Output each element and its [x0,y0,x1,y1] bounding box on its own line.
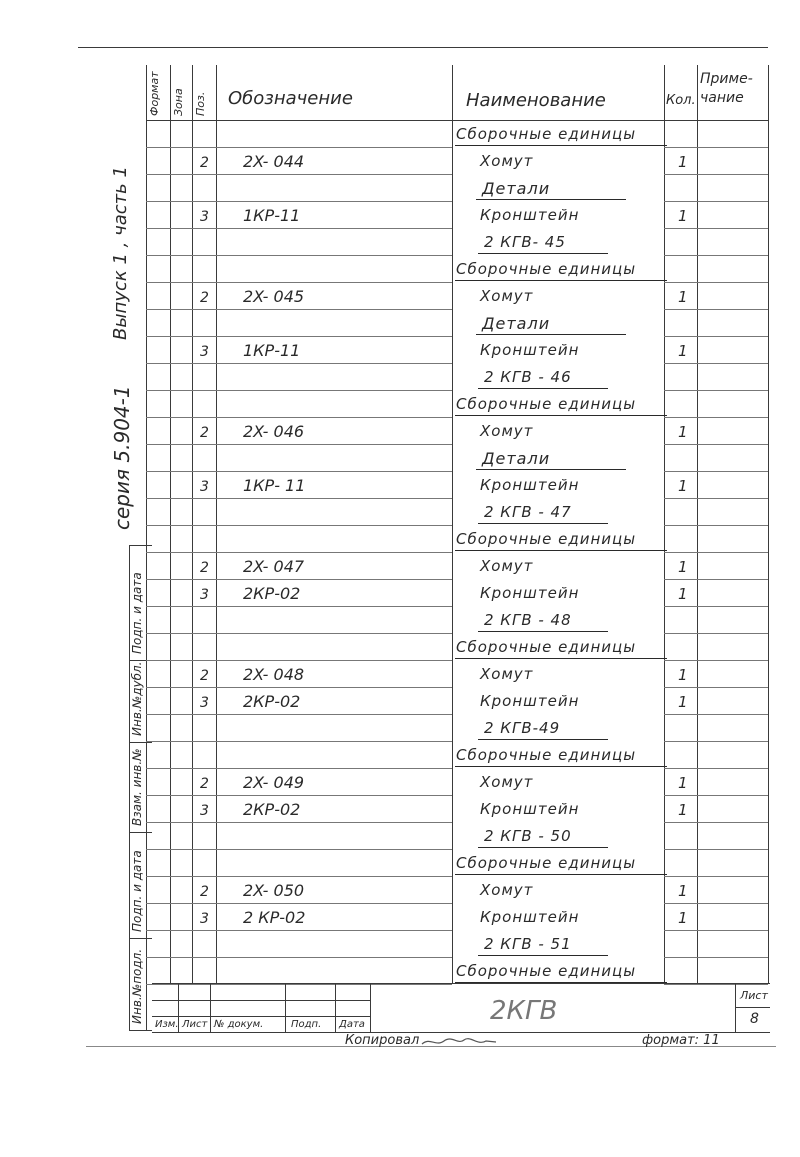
row-line [146,336,452,337]
side-stamp-label: Инв.№подл. [130,948,144,1024]
row-position: 2 [200,884,209,900]
row-underline [476,469,626,470]
row-line [146,660,452,661]
row-line [664,282,768,283]
row-line [664,552,768,553]
row-designation: 2X- 049 [243,773,305,792]
row-position: 2 [200,560,209,576]
row-position: 3 [200,695,209,711]
row-name: Сборочные единицы [456,125,637,143]
row-designation: 2КР-02 [243,692,301,711]
row-line [146,228,452,229]
row-underline [478,955,608,956]
row-designation: 2КР-02 [243,800,301,819]
row-underline [478,388,608,389]
header-format: Формат [148,71,161,116]
row-quantity: 1 [678,801,688,819]
row-line [146,795,452,796]
row-designation: 2X- 044 [243,152,305,171]
row-quantity: 1 [678,558,688,576]
row-line [146,606,452,607]
header-designation: Обозначение [228,88,353,109]
side-stamp-divider [129,1030,152,1031]
row-line [146,903,452,904]
row-name: Хомут [480,665,534,683]
row-line [146,849,452,850]
table-col-line [452,65,453,984]
row-line [664,579,768,580]
frame-top-line [78,47,768,48]
row-designation: 2X- 045 [243,287,305,306]
sheet-label: Лист [740,989,768,1002]
row-line [664,201,768,202]
header-qty: Кол. [666,93,696,108]
row-name: 2 КГВ - 51 [484,935,572,953]
side-stamp-divider [129,938,152,939]
row-line [146,498,452,499]
header-zone: Зона [172,88,185,116]
row-name: Сборочные единицы [456,638,637,656]
row-name: Детали [482,179,551,198]
row-line [664,687,768,688]
row-designation: 2X- 046 [243,422,305,441]
row-line [146,417,452,418]
row-line [146,579,452,580]
row-line [146,282,452,283]
row-quantity: 1 [678,423,688,441]
header-name: Наименование [466,90,606,111]
header-line [146,120,768,121]
title-col-sheet: Лист [182,1019,208,1030]
row-name: Сборочные единицы [456,962,637,980]
row-designation: 2 КР-02 [243,908,306,927]
row-designation: 2X- 050 [243,881,305,900]
row-line [664,147,768,148]
row-line [664,444,768,445]
row-line [664,633,768,634]
copier-signature [420,1034,500,1048]
row-underline [455,280,667,281]
row-name: Хомут [480,287,534,305]
row-quantity: 1 [678,882,688,900]
row-name: 2 КГВ- 45 [484,233,566,251]
row-underline [455,415,667,416]
title-col-date: Дата [339,1019,365,1030]
side-stamp-divider [129,832,152,833]
row-line [664,255,768,256]
row-position: 2 [200,668,209,684]
margin-series-text: серия 5.904-1 [110,385,134,530]
row-line [146,876,452,877]
row-name: Кронштейн [480,341,580,359]
row-designation: 2КР-02 [243,584,301,603]
row-line [146,444,452,445]
row-line [146,957,452,958]
row-line [664,228,768,229]
row-line [664,741,768,742]
row-position: 3 [200,344,209,360]
row-line [664,471,768,472]
row-underline [478,253,608,254]
row-line [664,903,768,904]
row-name: Кронштейн [480,476,580,494]
row-position: 2 [200,776,209,792]
row-position: 2 [200,155,209,171]
row-line [146,201,452,202]
row-line [664,363,768,364]
side-stamp-label: Взам. инв.№ [130,748,144,826]
row-line [146,984,452,985]
row-line [146,552,452,553]
row-line [664,606,768,607]
row-line [146,390,452,391]
row-name: Хомут [480,773,534,791]
row-quantity: 1 [678,693,688,711]
side-stamp-label: Подп. и дата [130,850,144,932]
row-line [664,309,768,310]
row-line [146,174,452,175]
row-quantity: 1 [678,666,688,684]
row-name: Сборочные единицы [456,395,637,413]
margin-issue-text: Выпуск 1 , часть 1 [110,166,131,340]
row-underline [478,739,608,740]
row-line [146,687,452,688]
row-underline [455,658,667,659]
row-line [664,876,768,877]
side-stamp-label: Подп. и дата [130,572,144,654]
row-name: 2 КГВ-49 [484,719,561,737]
row-position: 3 [200,479,209,495]
title-col-doc: № докум. [214,1019,264,1030]
row-position: 3 [200,803,209,819]
header-pos: Поз. [194,91,207,116]
row-underline [455,874,667,875]
row-line [664,957,768,958]
row-quantity: 1 [678,585,688,603]
row-line [664,849,768,850]
row-line [664,525,768,526]
side-stamp-divider [129,742,152,743]
row-underline [478,847,608,848]
footer-copied: Копировал [345,1033,420,1048]
row-line [146,930,452,931]
table-col-line [768,65,769,984]
row-line [146,714,452,715]
side-stamp-divider [129,545,152,546]
row-name: Кронштейн [480,692,580,710]
row-name: Сборочные единицы [456,530,637,548]
row-line [146,822,452,823]
row-designation: 1КР- 11 [243,476,306,495]
row-underline [455,766,667,767]
row-underline [455,550,667,551]
row-designation: 2X- 047 [243,557,305,576]
row-position: 3 [200,911,209,927]
row-line [146,255,452,256]
header-note-1: Приме- [700,71,753,87]
row-designation: 2X- 048 [243,665,305,684]
row-quantity: 1 [678,153,688,171]
row-line [664,795,768,796]
row-line [664,930,768,931]
row-line [664,390,768,391]
row-name: Хомут [480,881,534,899]
side-stamp-label: Инв.№дубл. [130,661,144,736]
row-line [146,768,452,769]
row-name: 2 КГВ - 48 [484,611,572,629]
row-position: 2 [200,425,209,441]
row-line [664,660,768,661]
row-line [664,498,768,499]
row-line [146,471,452,472]
row-line [146,147,452,148]
document-code: 2КГВ [490,996,558,1026]
row-line [146,741,452,742]
row-name: 2 КГВ - 50 [484,827,572,845]
row-line [664,174,768,175]
row-underline [476,334,626,335]
row-line [664,768,768,769]
row-quantity: 1 [678,477,688,495]
row-quantity: 1 [678,207,688,225]
footer-format: формат: 11 [642,1033,720,1048]
row-name: 2 КГВ - 46 [484,368,572,386]
row-name: Кронштейн [480,584,580,602]
row-name: Сборочные единицы [456,854,637,872]
row-line [146,633,452,634]
row-name: Сборочные единицы [456,260,637,278]
row-name: Кронштейн [480,908,580,926]
row-line [146,309,452,310]
row-line [146,363,452,364]
row-line [664,714,768,715]
title-col-sign: Подп. [291,1019,322,1030]
row-line [664,417,768,418]
row-name: Кронштейн [480,206,580,224]
row-line [146,525,452,526]
row-designation: 1КР-11 [243,206,301,225]
row-line [664,822,768,823]
row-name: Сборочные единицы [456,746,637,764]
row-name: Хомут [480,422,534,440]
row-underline [478,523,608,524]
row-quantity: 1 [678,288,688,306]
row-line [664,336,768,337]
row-position: 3 [200,209,209,225]
row-underline [455,145,667,146]
row-name: Кронштейн [480,800,580,818]
row-designation: 1КР-11 [243,341,301,360]
row-name: Хомут [480,557,534,575]
row-position: 3 [200,587,209,603]
row-quantity: 1 [678,774,688,792]
header-note-2: чание [700,90,744,106]
title-col-change: Изм. [155,1019,179,1030]
row-name: 2 КГВ - 47 [484,503,572,521]
row-name: Детали [482,314,551,333]
row-quantity: 1 [678,909,688,927]
row-position: 2 [200,290,209,306]
row-underline [478,631,608,632]
sheet-number: 8 [750,1011,759,1027]
row-line [664,984,768,985]
row-name: Хомут [480,152,534,170]
row-underline [476,199,626,200]
row-name: Детали [482,449,551,468]
row-quantity: 1 [678,342,688,360]
